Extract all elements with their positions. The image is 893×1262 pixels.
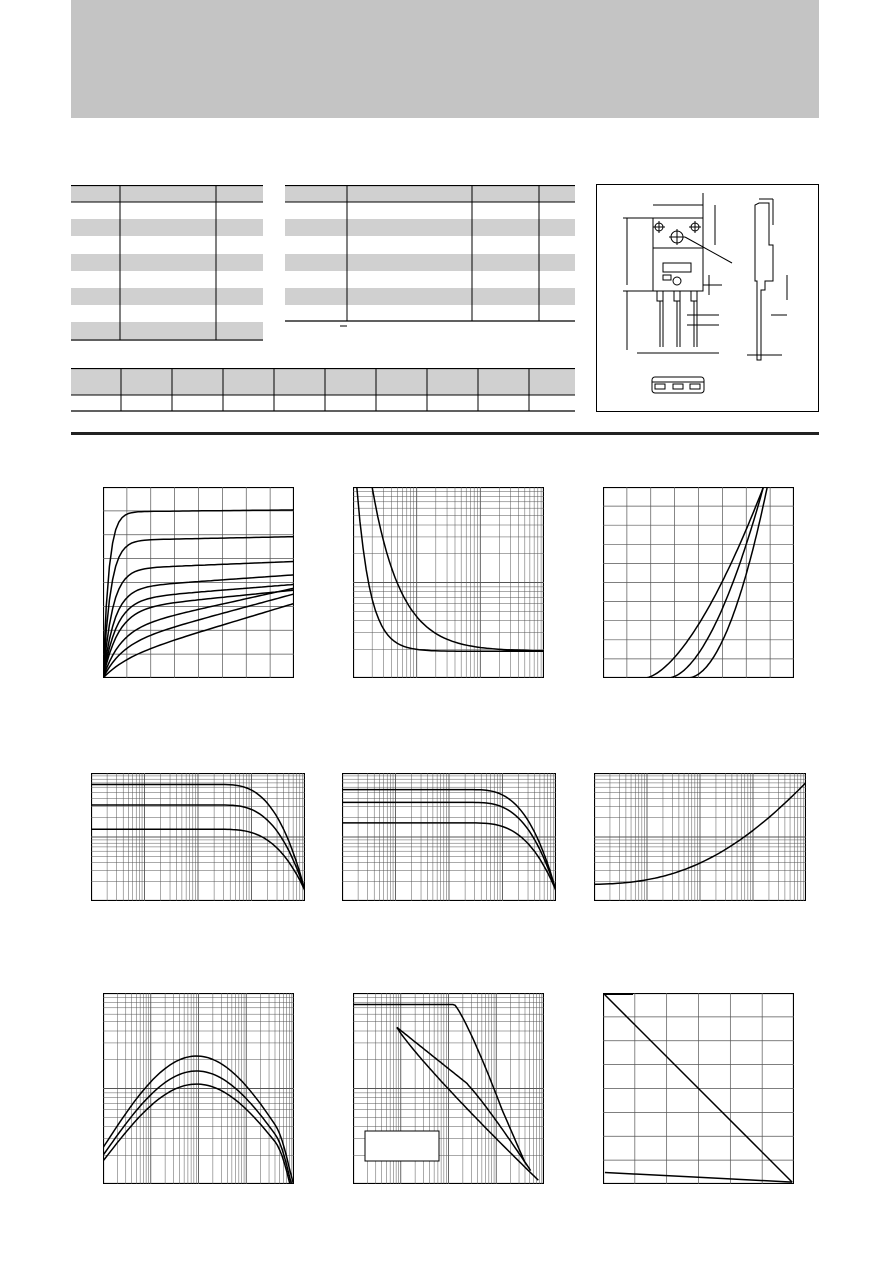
section-divider: [71, 432, 819, 435]
legend-box: [365, 1131, 439, 1161]
chart-vce-ib: [353, 487, 544, 678]
package-outline-box: [596, 184, 819, 412]
hfe-rank-table: [71, 368, 576, 414]
data-curve: [372, 487, 544, 651]
package-drawing: [597, 185, 818, 411]
chart-hfe-ic-temp: [91, 773, 305, 901]
chart-ic-vbe: [603, 487, 794, 678]
chart-rth-t: [594, 773, 806, 901]
ratings-table-grid: [71, 185, 263, 341]
header-band: [71, 0, 819, 118]
characteristics-table: [285, 185, 576, 330]
data-curve: [357, 487, 544, 651]
chart-ic-vce: [103, 487, 294, 678]
chart-safe-operating-area: [353, 993, 544, 1184]
chart-pc-ta: [603, 993, 794, 1184]
chart-hfe-ic-vce: [342, 773, 556, 901]
chart-ft-ie: [103, 993, 294, 1184]
